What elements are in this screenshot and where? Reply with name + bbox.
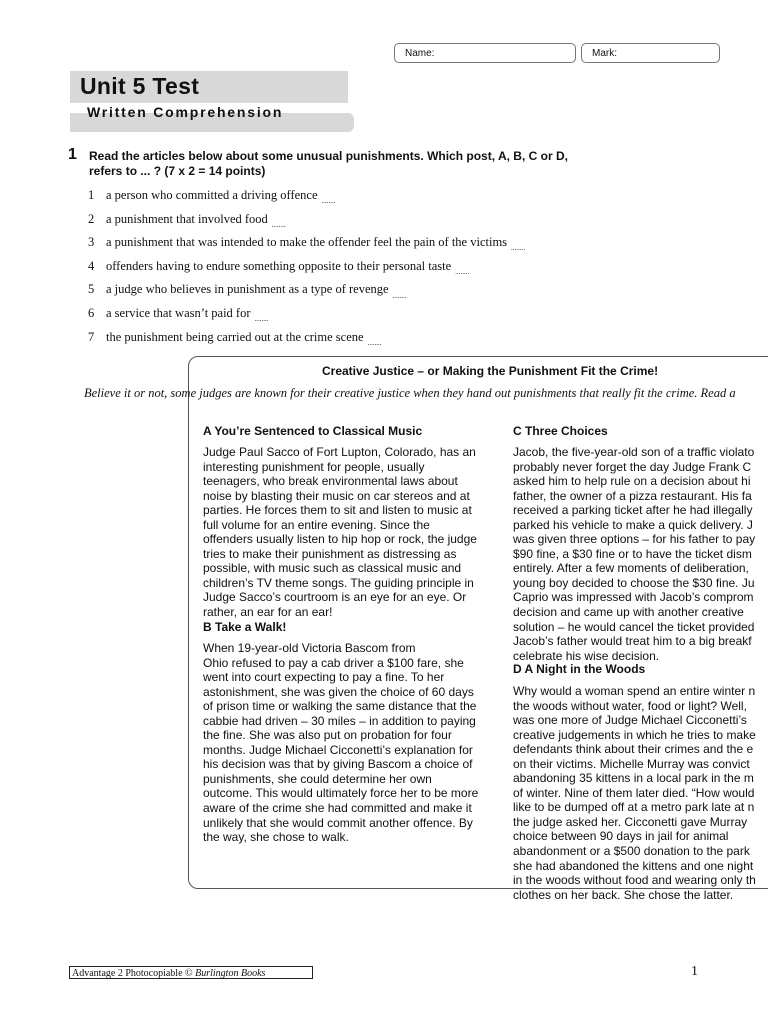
question-instruction	[89, 149, 619, 179]
paragraph-line: Judge Sacco’s courtroom is an eye for an eye. Or	[203, 590, 467, 605]
question-item	[88, 330, 525, 354]
item-text: a person who committed a driving offence	[106, 188, 318, 202]
question-item	[88, 282, 525, 306]
paragraph-line: young boy decided to choose the $30 fine. Ju	[513, 575, 755, 590]
answer-blank[interactable]: ........	[254, 315, 269, 324]
page-title: Unit 5 Test	[80, 73, 200, 99]
paragraph-line: outcome. This would ultimately force her to be more	[203, 786, 479, 801]
question-item	[88, 212, 525, 236]
paragraph-line: entirely. After a few moments of deliberation,	[513, 561, 749, 576]
section-b-heading: B Take a Walk!	[203, 620, 287, 634]
paragraph-line: astonishment, she was given the choice of 60 days	[203, 684, 474, 699]
paragraph-line: of prison time or walking the same distance that the	[203, 699, 477, 714]
paragraph-line: was one more of Judge Michael Cicconetti’s	[513, 713, 747, 728]
item-number: 5	[88, 282, 95, 297]
instruction-line-1: Read the articles below about some unusual punishments. Which post, A, B, C or D,	[89, 149, 568, 163]
page-number: 1	[691, 964, 698, 979]
paragraph-line: probably never forget the day Judge Frank C	[513, 459, 752, 474]
question-item	[88, 188, 525, 212]
paragraph-line: noise by blasting their music on car stereos and at	[203, 488, 470, 503]
item-text: offenders having to endure something opposite to their personal taste	[106, 258, 452, 273]
paragraph-line: months. Judge Michael Cicconetti’s explanation for	[203, 742, 473, 757]
paragraph-line: children’s TV theme songs. The guiding principle in	[203, 575, 474, 590]
article-intro: Believe it or not, some judges are known for their creative justice when they hand out punishments that really fit the crime. Read a	[84, 386, 736, 400]
section-d-heading: D A Night in the Woods	[513, 662, 646, 676]
page-subtitle: Written Comprehension	[87, 104, 284, 120]
section-b-text	[203, 641, 478, 845]
paragraph-line: rather, an ear for an ear!	[203, 605, 333, 620]
item-text: a punishment that involved food	[106, 211, 268, 226]
answer-blank[interactable]: ........	[392, 291, 407, 300]
answer-blank[interactable]: ........	[321, 197, 336, 206]
section-d-text	[513, 684, 756, 902]
paragraph-line: When 19-year-old Victoria Bascom from	[203, 641, 416, 655]
item-number: 6	[88, 305, 95, 320]
item-text: the punishment being carried out at the crime scene	[106, 329, 364, 344]
section-a-text	[203, 445, 477, 620]
paragraph-line: Caprio was impressed with Jacob’s comprom	[513, 590, 754, 605]
question-items	[88, 188, 525, 353]
paragraph-line: cabbie had driven – 30 miles – in addition to paying	[203, 713, 476, 728]
item-text: a service that wasn’t paid for	[106, 305, 251, 320]
paragraph-line: clothes on her back. She chose the latter.	[513, 887, 734, 902]
answer-blank[interactable]: ........	[271, 220, 286, 229]
paragraph-line: creative judgements in which he tries to make	[513, 727, 756, 742]
paragraph-line: she had abandoned the kittens and one night	[513, 858, 754, 873]
item-number: 4	[88, 258, 95, 273]
question-item	[88, 235, 525, 259]
paragraph-line: teenagers, who break environmental laws about	[203, 474, 458, 489]
paragraph-line: parties. He forces them to sit and listen to music at	[203, 503, 472, 518]
paragraph-line: like to be dumped off at a metro park late at n	[513, 800, 755, 815]
paragraph-line: unlikely that she would commit another offence. By	[203, 815, 473, 830]
paragraph-line: interesting punishment for people, usually	[203, 459, 425, 474]
paragraph-line: Ohio refused to pay a cab driver a $100 fare, she	[203, 655, 464, 670]
paragraph-line: celebrate his wise decision.	[513, 648, 660, 663]
name-field[interactable]	[394, 43, 576, 63]
paragraph-line: full volume for an entire evening. Since the	[203, 517, 430, 532]
paragraph-line: offenders usually listen to hip hop or rock, the judge	[203, 532, 477, 547]
paragraph-line: aware of the crime she had committed and make it	[203, 801, 472, 816]
paragraph-line: his decision was that by giving Bascom a choice of	[203, 757, 473, 772]
section-a-heading: A You’re Sentenced to Classical Music	[203, 424, 423, 438]
paragraph-line: received a parking ticket after he had illegally	[513, 503, 753, 518]
instruction-line-2: refers to ... ? (7 x 2 = 14 points)	[89, 164, 266, 178]
answer-blank[interactable]: ........	[367, 338, 382, 347]
answer-blank[interactable]: ........	[455, 268, 470, 277]
paragraph-line: choice between 90 days in jail for animal	[513, 829, 729, 844]
paragraph-line: on their victims. Michelle Murray was convict	[513, 756, 750, 771]
copyright-footer	[69, 966, 313, 979]
section-c-heading: C Three Choices	[513, 424, 608, 438]
paragraph-line: tries to make their punishment as distressing as	[203, 546, 457, 561]
item-number: 1	[88, 188, 95, 202]
paragraph-line: went into court expecting to pay a fine. To her	[203, 670, 445, 685]
question-number: 1	[68, 146, 77, 163]
paragraph-line: Judge Paul Sacco of Fort Lupton, Colorado, has an	[203, 445, 476, 459]
item-number: 3	[88, 235, 95, 250]
mark-label: Mark:	[592, 48, 617, 59]
paragraph-line: of winter. Nine of them later died. “How would	[513, 785, 755, 800]
section-c-text	[513, 445, 755, 663]
paragraph-line: abandonment or a $500 donation to the park	[513, 844, 750, 859]
paragraph-line: decision and came up with another creative	[513, 605, 744, 620]
answer-blank[interactable]: ........	[511, 244, 526, 253]
paragraph-line: the woods without water, food or light? Well,	[513, 698, 747, 713]
paragraph-line: defendants think about their crimes and the e	[513, 742, 754, 757]
paragraph-line: the fine. She was also put on probation for four	[203, 728, 452, 743]
question-item	[88, 259, 525, 283]
paragraph-line: the way, she chose to walk.	[203, 830, 349, 845]
article-title: Creative Justice – or Making the Punishment Fit the Crime!	[322, 364, 659, 378]
footer-text: Advantage 2 Photocopiable ©	[72, 968, 196, 979]
paragraph-line: Jacob, the five-year-old son of a traffic violato	[513, 445, 755, 459]
paragraph-line: asked him to help rule on a decision about hi	[513, 474, 751, 489]
paragraph-line: abandoning 35 kittens in a local park in the m	[513, 771, 754, 786]
paragraph-line: parked his vehicle to make a quick delivery. J	[513, 517, 753, 532]
publisher-name: Burlington Books	[195, 968, 266, 979]
item-text: a punishment that was intended to make the offender feel the pain of the victims	[106, 235, 508, 250]
question-item	[88, 306, 525, 330]
paragraph-line: possible, with music such as classical music and	[203, 561, 462, 576]
paragraph-line: $90 fine, a $30 fine or to have the ticket dism	[513, 546, 752, 561]
name-label: Name:	[405, 48, 435, 59]
paragraph-line: punishments, she could determine her own	[203, 771, 432, 786]
item-number: 2	[88, 211, 95, 226]
paragraph-line: was given three options – for his father to pay	[513, 532, 756, 547]
paragraph-line: solution – he would cancel the ticket provided	[513, 619, 755, 634]
paragraph-line: father, the owner of a pizza restaurant. His fa	[513, 488, 752, 503]
paragraph-line: the judge asked her. Cicconetti gave Murray	[513, 814, 748, 829]
mark-field[interactable]	[581, 43, 720, 63]
item-number: 7	[88, 329, 95, 344]
paragraph-line: Jacob’s father would treat him to a big breakf	[513, 634, 752, 649]
paragraph-line: in the woods without food and wearing only th	[513, 873, 756, 888]
item-text: a judge who believes in punishment as a type of revenge	[106, 282, 389, 297]
paragraph-line: Why would a woman spend an entire winter n	[513, 684, 756, 698]
